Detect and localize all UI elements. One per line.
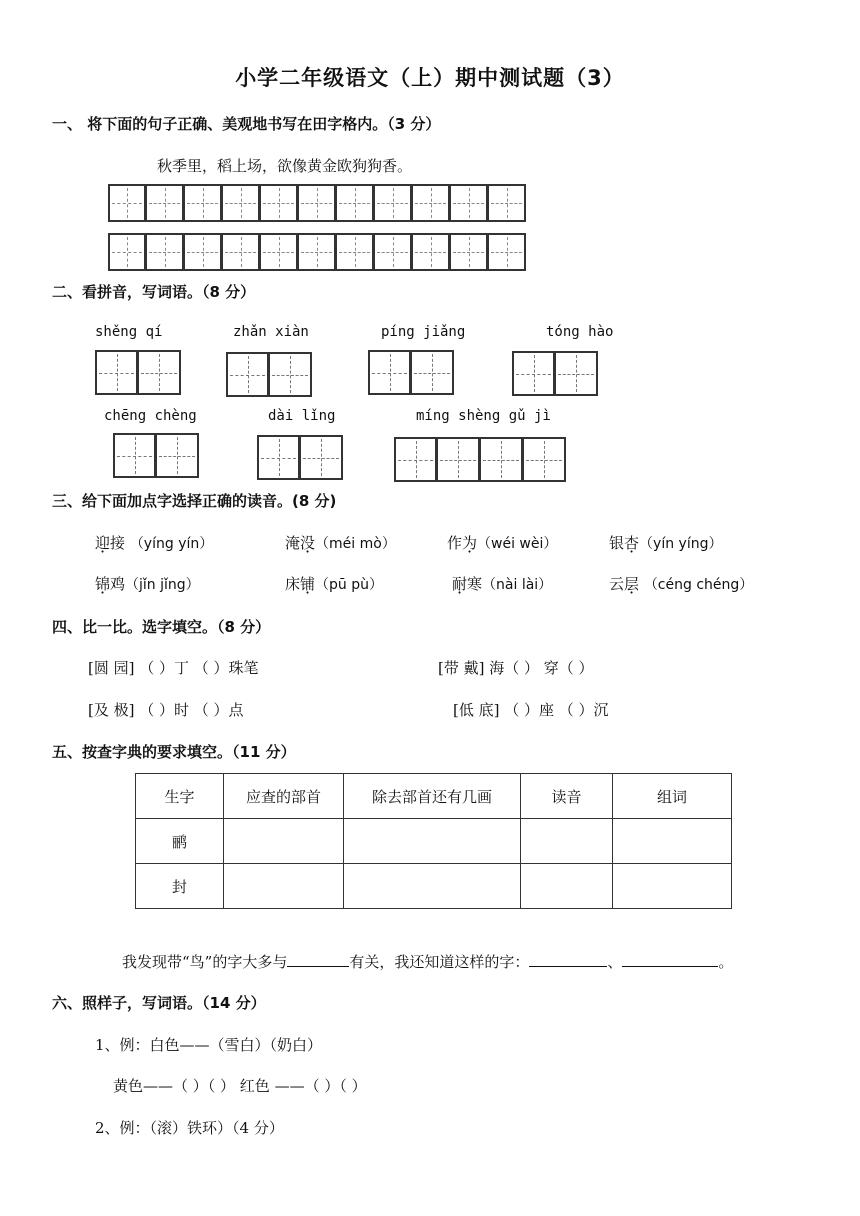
answer-cell[interactable] xyxy=(613,819,732,864)
table-row xyxy=(136,864,732,909)
answer-cell[interactable] xyxy=(344,864,521,909)
pinyin-answer-box-3[interactable] xyxy=(368,350,454,395)
pinyin-5: chēng chèng xyxy=(104,408,197,424)
example-2: 2、例：（滚）铁环）（4 分） xyxy=(95,1119,284,1137)
table-header: 应查的部首 xyxy=(224,774,344,819)
reading-item-2[interactable]: 淹没（méi mò） xyxy=(285,534,396,552)
compare-line-1b[interactable]: [带 戴] 海（ ） 穿（ ） xyxy=(438,659,594,677)
section-1-heading: 一、 将下面的句子正确、美观地书写在田字格内。（3 分） xyxy=(52,115,441,133)
answer-cell[interactable] xyxy=(613,864,732,909)
pinyin-answer-box-1[interactable] xyxy=(95,350,181,395)
pinyin-answer-box-4[interactable] xyxy=(512,351,598,396)
table-header: 除去部首还有几画 xyxy=(344,774,521,819)
reading-item-5[interactable]: 锦鸡（jǐn jǐng） xyxy=(95,575,200,593)
reading-item-1[interactable]: 迎接 （yíng yín） xyxy=(95,534,214,552)
pinyin-6: dài lǐng xyxy=(268,408,336,424)
example-1: 1、例：白色——（雪白）（奶白） xyxy=(95,1036,323,1054)
pinyin-7: míng shèng gǔ jì xyxy=(416,408,551,424)
reading-item-7[interactable]: 耐寒（nài lài） xyxy=(452,575,553,593)
page-title: 小学二年级语文（上）期中测试题（3） xyxy=(235,66,625,90)
table-header: 组词 xyxy=(613,774,732,819)
answer-cell[interactable] xyxy=(521,819,613,864)
bird-radical-note: 我发现带“鸟”的字大多与 有关，我还知道这样的字： 、 。 xyxy=(122,953,734,971)
table-row xyxy=(136,819,732,864)
reading-item-8[interactable]: 云层 （céng chéng） xyxy=(609,575,754,593)
compare-line-2b[interactable]: [低 底] （ ）座 （ ）沉 xyxy=(453,701,609,719)
answer-cell[interactable] xyxy=(224,864,344,909)
blank-field[interactable] xyxy=(287,952,349,967)
dictionary-table xyxy=(135,773,732,909)
section-5-heading: 五、按查字典的要求填空。（11 分） xyxy=(52,743,296,761)
pinyin-1: shěng qí xyxy=(95,324,163,340)
reading-item-3[interactable]: 作为（wéi wèi） xyxy=(447,534,558,552)
writing-grid-row-2[interactable] xyxy=(108,233,526,271)
compare-line-2a[interactable]: [及 极] （ ）时 （ ）点 xyxy=(88,701,244,719)
answer-cell[interactable] xyxy=(344,819,521,864)
section-1-sentence: 秋季里，稻上场，欲像黄金欧狗狗香。 xyxy=(157,157,413,175)
answer-cell[interactable] xyxy=(224,819,344,864)
section-4-heading: 四、比一比。选字填空。（8 分） xyxy=(52,618,271,636)
reading-item-6[interactable]: 床铺（pū pù） xyxy=(285,575,384,593)
pinyin-answer-box-6[interactable] xyxy=(257,435,343,480)
section-6-heading: 六、照样子，写词语。（14 分） xyxy=(52,994,266,1012)
blank-field[interactable] xyxy=(529,952,607,967)
section-2-heading: 二、看拼音，写词语。（8 分） xyxy=(52,283,256,301)
reading-item-4[interactable]: 银杏（yín yíng） xyxy=(609,534,723,552)
pinyin-answer-box-5[interactable] xyxy=(113,433,199,478)
pinyin-answer-box-2[interactable] xyxy=(226,352,312,397)
writing-grid-row-1[interactable] xyxy=(108,184,526,222)
example-1-fill[interactable]: 黄色——（ ）（ ） 红色 ——（ ）（ ） xyxy=(113,1077,367,1095)
section-3-heading: 三、给下面加点字选择正确的读音。(8 分) xyxy=(52,492,337,510)
compare-line-1a[interactable]: [圆 园] （ ）丁 （ ）珠笔 xyxy=(88,659,259,677)
blank-field[interactable] xyxy=(622,952,718,967)
pinyin-3: píng jiǎng xyxy=(381,324,466,340)
table-header: 生字 xyxy=(136,774,224,819)
table-header: 读音 xyxy=(521,774,613,819)
table-header-row xyxy=(136,774,732,819)
table-char: 鹂 xyxy=(136,819,224,864)
table-char: 封 xyxy=(136,864,224,909)
answer-cell[interactable] xyxy=(521,864,613,909)
pinyin-answer-box-7[interactable] xyxy=(394,437,566,482)
pinyin-2: zhǎn xiàn xyxy=(233,324,309,340)
pinyin-4: tóng hào xyxy=(546,324,614,340)
